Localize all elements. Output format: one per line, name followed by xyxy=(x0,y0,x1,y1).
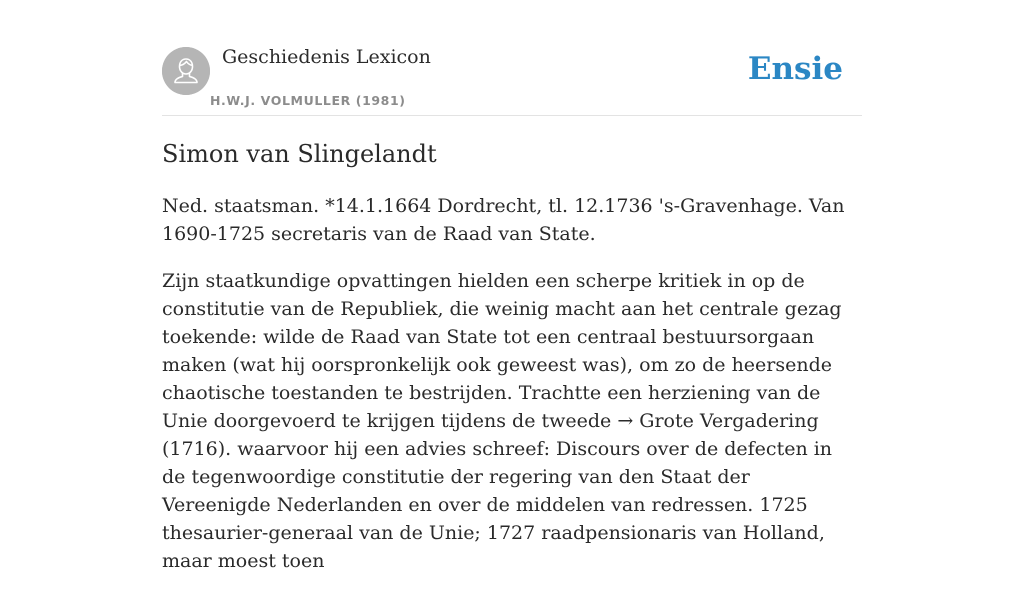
article-paragraph: Zijn staatkundige opvattingen hielden een scherpe kritiek in op de constitutie van de Republiek, die weinig macht aan het centrale gezag toekende: wilde de Raad van State tot een centraal bestuursorgaan maken (wat hij oorspronkelijk ook geweest was), om zo de heersende chaotische toestanden te bestrijden. Trachtte een herziening van de Unie doorgevoerd te krijgen tijdens de tweede → Grote Vergadering (1716). waarvoor hij een advies schreef: Discours over de defecten in de tegenwoordige constitutie der regering van den Staat der Vereenigde Nederlanden en over de middelen van redressen. 1725 thesaurier-generaal van de Unie; 1727 raadpensionaris van Holland, maar moest toen xyxy=(162,270,842,572)
article-body xyxy=(162,192,858,594)
source-title[interactable]: Geschiedenis Lexicon xyxy=(222,46,431,68)
article-title: Simon van Slingelandt xyxy=(162,140,437,168)
source-header xyxy=(162,46,862,116)
brand-logo[interactable]: Ensie xyxy=(747,51,843,87)
user-silhouette-icon xyxy=(162,47,210,95)
header-divider xyxy=(162,115,862,116)
author-byline[interactable]: H.W.J. VOLMULLER (1981) xyxy=(210,93,406,108)
article-paragraph: Ned. staatsman. *14.1.1664 Dordrecht, tl. 12.1736 's-Gravenhage. Van 1690-1725 secretaris van de Raad van State. xyxy=(162,195,845,245)
